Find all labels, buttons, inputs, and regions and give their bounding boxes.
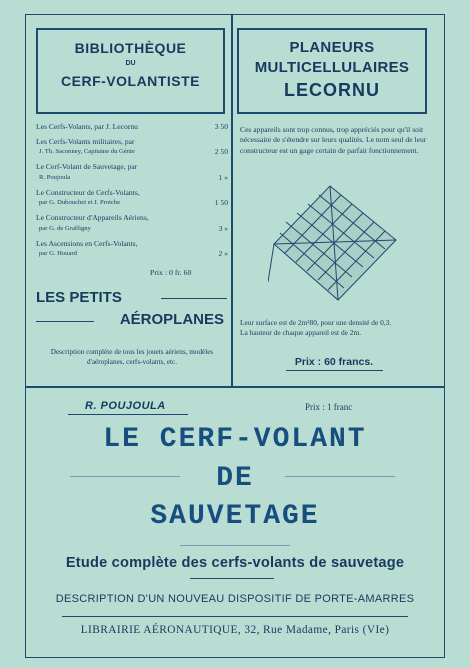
book-title: Les Cerfs-Volants, par J. Lecornu: [36, 122, 138, 131]
planeurs-title-line1: PLANEURS: [289, 39, 375, 56]
planeurs-title-line2: MULTICELLULAIRES: [254, 59, 410, 76]
book-title: Le Constructeur de Cerfs-Volants,: [36, 187, 140, 197]
bibliotheque-title-line1: BIBLIOTHÈQUE: [74, 40, 187, 56]
book-item: [36, 213, 228, 234]
book-price: 2 50: [214, 147, 228, 157]
planeurs-description: Ces appareils sont trop connus, trop appréciés pour qu'il soit nécessaire de s'étendre sur leurs qualités. Le nom seul de leur constructeur est un gage certain de parfait fonctionnement.: [240, 125, 427, 155]
petits-aeroplanes-description: Description complète de tous les jouets aériens, modèles d'aéroplanes, cerfs-volants, etc.: [50, 348, 214, 366]
decorative-rule: [70, 476, 180, 477]
publisher-address: LIBRAIRIE AÉRONAUTIQUE, 32, Rue Madame, Paris (VIe): [80, 624, 390, 636]
multicellular-kite-illustration: [268, 182, 408, 302]
book-list: [36, 122, 228, 264]
planeurs-hauteur: La hauteur de chaque appareil est de 2m.: [240, 328, 362, 338]
planeurs-price-text: Prix : 60 francs.: [294, 356, 374, 368]
bibliotheque-title-line2: DU: [125, 60, 136, 67]
sauvetage-price: Prix : 1 franc: [305, 402, 353, 412]
publisher-rule: [62, 616, 408, 617]
book-price: 2 »: [218, 249, 228, 259]
book-price: 3 50: [214, 122, 228, 131]
book-author: par G. de Graffigny: [39, 224, 91, 232]
book-title: Le Cerf-Volant de Sauvetage, par: [36, 162, 138, 172]
petits-aeroplanes-line1: LES PETITS: [36, 289, 122, 306]
book-item: [36, 137, 228, 158]
author-rule: [68, 414, 188, 415]
planeurs-header: [237, 28, 427, 114]
book-title: Les Ascensions en Cerfs-Volants,: [36, 238, 138, 248]
book-author: J. Th. Saconney, Capitaine du Génie: [39, 148, 135, 156]
subtitle-rule: [190, 578, 274, 579]
planeurs-surface: Leur surface est de 2m²80, pour une densité de 0,3.: [240, 318, 392, 327]
book-author: R. Poujoula: [39, 173, 71, 181]
sauvetage-description: DESCRIPTION D'UN NOUVEAU DISPOSITIF DE PORTE-AMARRES: [55, 593, 415, 605]
sauvetage-subtitle: Etude complète des cerfs-volants de sauvetage: [65, 555, 405, 571]
book-item: [36, 239, 228, 260]
sauvetage-title-line1: LE CERF-VOLANT: [103, 424, 367, 455]
book-item: [36, 122, 228, 132]
book-author: par G. Houard: [39, 250, 77, 258]
book-title: Les Cerfs-Volants militaires, par: [36, 137, 135, 146]
book-title: Le Constructeur d'Appareils Aériens,: [36, 213, 149, 223]
title-rule: [36, 321, 94, 322]
book-price: 1 »: [218, 172, 228, 182]
planeurs-title-line3: LECORNU: [284, 80, 380, 100]
planeurs-dimensions: [240, 318, 430, 339]
bibliotheque-header: [36, 28, 225, 114]
book-author-name: R. POUJOULA: [85, 400, 166, 412]
title-rule: [161, 298, 227, 299]
book-author: par G. Dubouchet et J. Protche: [39, 199, 121, 207]
book-item: [36, 162, 228, 183]
sauvetage-title-line2: DE: [216, 463, 254, 494]
decorative-rule: [180, 545, 290, 546]
planeurs-price: [240, 356, 428, 368]
section-divider: [25, 386, 445, 388]
bibliotheque-title-line3: CERF-VOLANTISTE: [61, 73, 200, 89]
book-price: 1 50: [214, 198, 228, 208]
petits-aeroplanes-line2: AÉROPLANES: [119, 311, 224, 328]
book-price: 3 »: [218, 223, 228, 233]
column-divider: [231, 14, 233, 387]
sauvetage-title-line3: SAUVETAGE: [150, 501, 320, 532]
petits-aeroplanes-title: [36, 287, 228, 331]
petits-aeroplanes-price: Prix : 0 fr. 60: [150, 268, 192, 277]
price-rule: [286, 370, 383, 371]
book-item: [36, 188, 228, 209]
decorative-rule: [285, 476, 395, 477]
